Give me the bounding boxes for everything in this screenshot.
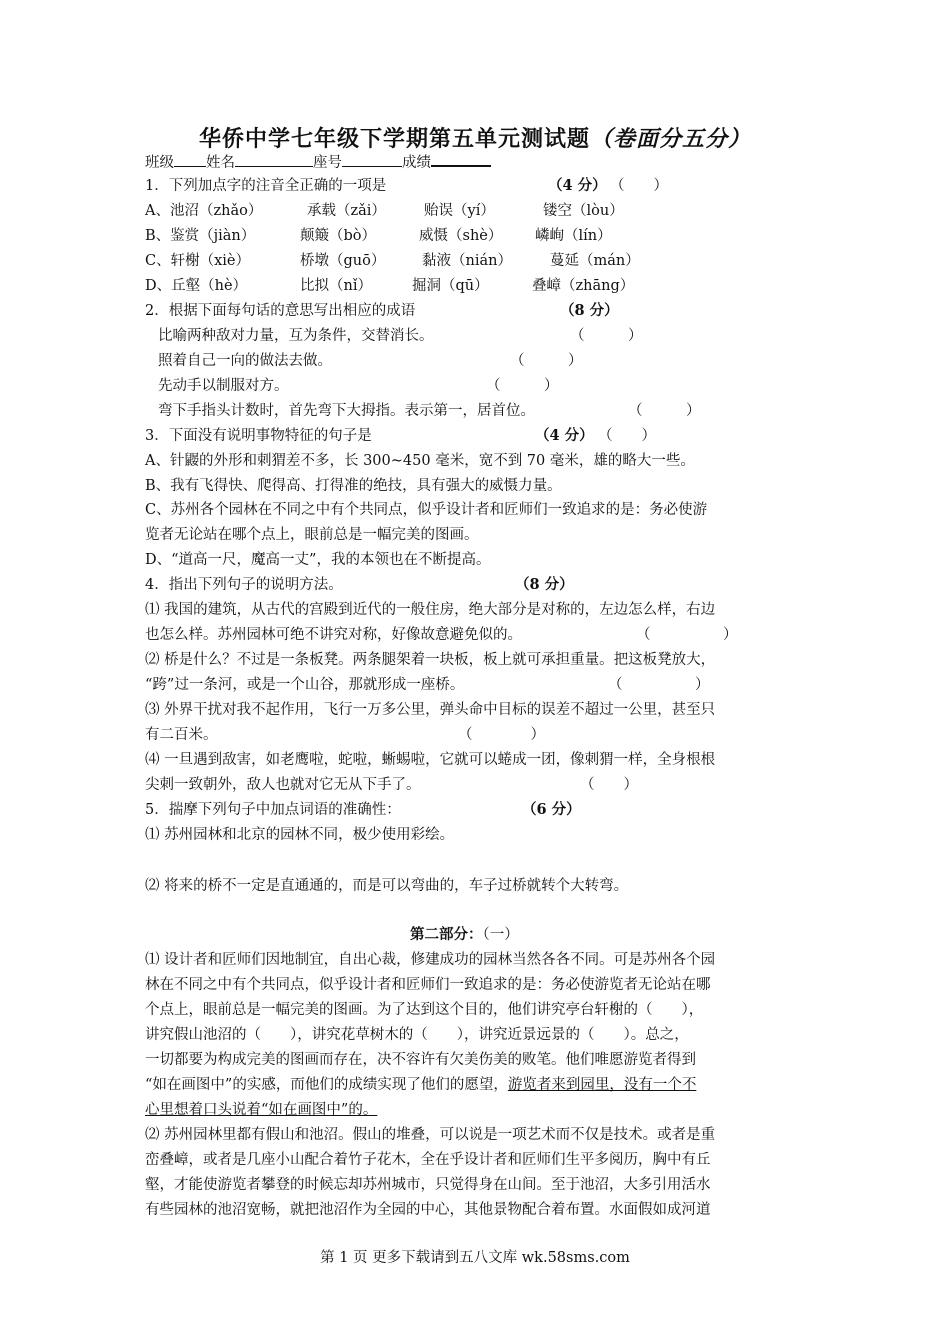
p1-line-6 — [145, 1075, 696, 1095]
q5-points: （6 分） — [522, 801, 581, 818]
q2-item-1: 比喻两种敌对力量，互为条件，交替消长。 — [158, 328, 434, 344]
q1-a-1: A、池沼（zhǎo） — [145, 203, 263, 219]
q2-item-4: 弯下手指头计数时，首先弯下大拇指。表示第一，居首位。 — [158, 403, 535, 419]
q4-s2-line2: “跨”过一条河，或是一个山谷，那就形成一座桥。 — [145, 677, 465, 693]
q2-stem: 2．根据下面每句话的意思写出相应的成语 — [145, 303, 416, 319]
part2-subheading: （一） — [482, 927, 519, 943]
seat-label: 座号 — [313, 155, 342, 171]
q4-stem: 4．指出下列句子的说明方法。 — [145, 577, 343, 593]
q2-item-2-paren[interactable]: （ ） — [510, 353, 583, 369]
title-note: （卷面分五分） — [590, 126, 752, 152]
q1-b-3: 威慑（shè） — [419, 228, 503, 244]
q3-option-b: B、我有飞得快、爬得高、打得准的绝技，具有强大的威慑力量。 — [145, 478, 562, 494]
p1-underlined-sentence-a: 游览者来到园里，没有一个不 — [507, 1077, 697, 1093]
p2-line-4: 有些园林的池沼宽畅，就把池沼作为全园的中心，其他景物配合着布置。水面假如成河道 — [145, 1202, 711, 1218]
student-info-row — [145, 151, 491, 173]
p2-line-3: 壑，才能使游览者攀登的时候忘却苏州城市，只觉得身在山间。至于池沼，大多引用活水 — [145, 1177, 711, 1193]
name-blank[interactable] — [235, 152, 313, 167]
q4-s4-line2: 尖刺一致朝外，敌人也就对它无从下手了。 — [145, 777, 421, 793]
q4-s4-paren[interactable]: （ ） — [580, 777, 638, 793]
q1-a-3: 贻误（yí） — [424, 203, 495, 219]
q5-sentence-2: ⑵ 将来的桥不一定是直通通的，而是可以弯曲的，车子过桥就转个大转弯。 — [145, 878, 629, 894]
q2-item-1-paren[interactable]: （ ） — [570, 328, 643, 344]
q1-c-4: 蔓延（mán） — [550, 253, 640, 269]
q2-item-4-paren[interactable]: （ ） — [628, 403, 701, 419]
p1-line-5: 一切都要为构成完美的图画而存在，决不容许有欠美伤美的败笔。他们唯愿游览者得到 — [145, 1052, 696, 1068]
p1-line-3: 个点上，眼前总是一幅完美的图画。为了达到这个目的，他们讲究亭台轩榭的（ ）， — [145, 1002, 704, 1018]
q4-s1-line2: 也怎么样。苏州园林可绝不讲究对称，好像故意避免似的。 — [145, 627, 522, 643]
q3-option-a: A、针鼹的外形和刺猬差不多，长 300~450 毫米，宽不到 70 毫米，雄的略大一些。 — [145, 453, 695, 469]
exam-title — [0, 122, 950, 153]
p1-line-6-text: “如在画图中”的实感，而他们的成绩实现了他们的愿望， — [145, 1077, 508, 1093]
q3-answer-paren[interactable]: （ ） — [598, 428, 656, 444]
q4-s2-paren[interactable]: （ ） — [608, 677, 710, 693]
q4-s4-line1: ⑷ 一旦遇到敌害，如老鹰啦，蛇啦，蜥蜴啦，它就可以蜷成一团，像刺猬一样，全身根根 — [145, 752, 716, 768]
q2-item-3: 先动手以制服对方。 — [158, 378, 289, 394]
p1-underlined-sentence-b: 心里想着口头说着“如在画图中”的。 — [145, 1102, 378, 1118]
q1-b-1: B、鉴赏（jiàn） — [145, 228, 256, 244]
p1-line-1: ⑴ 设计者和匠师们因地制宜，自出心裁，修建成功的园林当然各各不同。可是苏州各个园 — [145, 952, 716, 968]
q4-s2-line1: ⑵ 桥是什么？不过是一条板凳。两条腿架着一块板，板上就可承担重量。把这板凳放大， — [145, 652, 716, 668]
q1-d-4: 叠嶂（zhāng） — [532, 278, 635, 294]
q1-b-4: 嶙峋（lín） — [535, 228, 612, 244]
q4-points: （8 分） — [515, 576, 574, 593]
q1-c-3: 黏液（nián） — [422, 253, 512, 269]
q1-a-4: 镂空（lòu） — [543, 203, 624, 219]
q3-option-c-line1: C、苏州各个园林在不同之中有个共同点，似乎设计者和匠师们一致追求的是：务必使游 — [145, 502, 708, 518]
seat-blank[interactable] — [342, 152, 402, 167]
score-blank[interactable] — [431, 151, 491, 167]
q2-item-2: 照着自己一向的做法去做。 — [158, 353, 332, 369]
q5-sentence-1: ⑴ 苏州园林和北京的园林不同，极少使用彩绘。 — [145, 827, 455, 843]
name-label: 姓名 — [206, 155, 235, 171]
p1-line-4: 讲究假山池沼的（ ），讲究花草树木的（ ），讲究近景远景的（ ）。总之， — [145, 1027, 689, 1043]
title-main: 华侨中学七年级下学期第五单元测试题 — [198, 126, 590, 152]
class-label: 班级 — [145, 155, 174, 171]
page-footer: 第 1 页 更多下载请到五八文库 wk.58sms.com — [320, 1250, 630, 1266]
p1-line-2: 林在不同之中有个共同点，似乎设计者和匠师们一致追求的是：务必使游览者无论站在哪 — [145, 977, 711, 993]
q1-answer-paren[interactable]: （ ） — [610, 178, 668, 194]
q1-c-2: 桥墩（guō） — [300, 253, 386, 269]
q2-item-3-paren[interactable]: （ ） — [486, 378, 559, 394]
q1-a-2: 承载（zǎi） — [307, 203, 386, 219]
q1-b-2: 颠簸（bò） — [300, 228, 377, 244]
q4-s1-line1: ⑴ 我国的建筑，从古代的宫殿到近代的一般住房，绝大部分是对称的，左边怎么样，右边 — [145, 602, 716, 618]
q3-option-c-line2: 览者无论站在哪个点上，眼前总是一幅完美的图画。 — [145, 527, 479, 543]
q1-stem: 1．下列加点字的注音全正确的一项是 — [145, 178, 387, 194]
q1-d-1: D、丘壑（hè） — [145, 278, 248, 294]
q4-s1-paren[interactable]: （ ） — [636, 627, 738, 643]
q3-stem: 3．下面没有说明事物特征的句子是 — [145, 428, 372, 444]
q4-s3-paren[interactable]: （ ） — [458, 727, 545, 743]
part2-heading — [410, 925, 519, 945]
p2-line-2: 峦叠嶂，或者是几座小山配合着竹子花木，全在乎设计者和匠师们生平多阅历，胸中有丘 — [145, 1152, 711, 1168]
q4-s3-line1: ⑶ 外界干扰对我不起作用，飞行一万多公里，弹头命中目标的误差不超过一公里，甚至只 — [145, 702, 716, 718]
class-blank[interactable] — [174, 152, 206, 167]
part2-heading-text: 第二部分： — [410, 926, 483, 943]
score-label: 成绩 — [402, 155, 431, 171]
p2-line-1: ⑵ 苏州园林里都有假山和池沼。假山的堆叠，可以说是一项艺术而不仅是技术。或者是重 — [145, 1127, 716, 1143]
q4-s3-line2: 有二百米。 — [145, 727, 218, 743]
q3-points: （4 分） — [535, 427, 594, 444]
q3-option-d: D、“道高一尺，魔高一丈”，我的本领也在不断提高。 — [145, 552, 491, 568]
q1-c-1: C、轩榭（xiè） — [145, 253, 250, 269]
q1-d-3: 掘洞（qū） — [412, 278, 489, 294]
q1-points: （4 分） — [548, 177, 607, 194]
q5-stem: 5．揣摩下列句子中加点词语的准确性： — [145, 802, 401, 818]
q2-points: （8 分） — [560, 302, 619, 319]
q1-d-2: 比拟（nǐ） — [300, 278, 372, 294]
